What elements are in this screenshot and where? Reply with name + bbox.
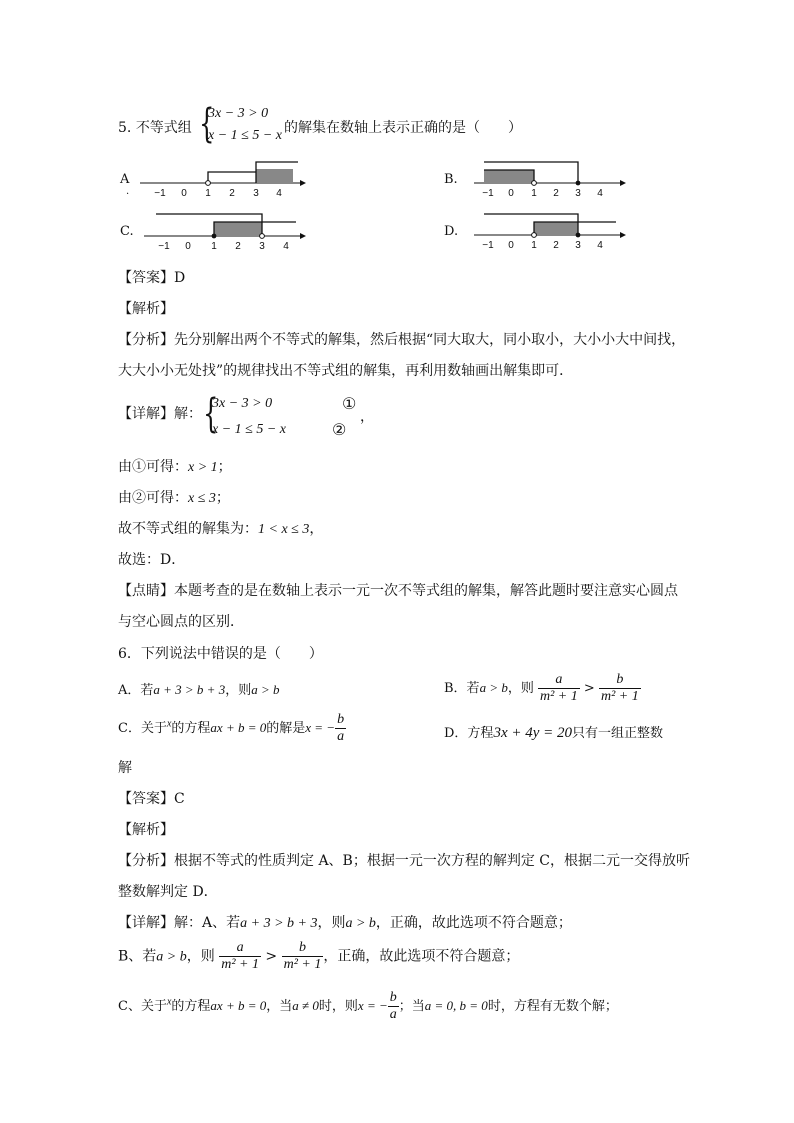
q5-number: 5. <box>118 120 132 136</box>
q6-answer: 【答案】C <box>118 791 185 807</box>
opt-text: 的解是 <box>266 721 306 736</box>
step-math: 1 < x ≤ 3 <box>258 522 310 537</box>
tick-label: 1 <box>531 188 537 199</box>
q5-stem-post: 的解集在数轴上表示正确的是（ ） <box>284 120 522 136</box>
q5-brace: { <box>199 101 215 147</box>
detail-text: C、关于 <box>118 999 167 1014</box>
step-end: ； <box>215 490 230 506</box>
step-text: 由②可得： <box>118 490 188 506</box>
opt-text: ，则 <box>507 681 534 696</box>
fraction-a: $\frac{a}{\text{m² + 1}}$ <box>221 940 259 972</box>
q6-stem: 6．下列说法中错误的是（ ） <box>118 646 323 662</box>
tick-label: 4 <box>597 240 603 251</box>
q5-a-ticks <box>154 188 282 199</box>
tick-label: 1 <box>531 240 537 251</box>
step-text: 由①可得： <box>118 459 188 475</box>
tick-label: 3 <box>259 241 265 252</box>
tick-label: 2 <box>235 241 241 252</box>
detail-text: ，正确，故此选项不符合题意； <box>375 915 572 931</box>
detail-text: 的方程 <box>171 999 211 1014</box>
q6-analysis-title: 【解析】 <box>118 822 174 838</box>
tick-label: 4 <box>283 241 289 252</box>
step-end: ， <box>309 521 324 537</box>
detail-math: x <box>166 996 172 1008</box>
opt-text: C．关于 <box>118 721 167 736</box>
detail-text: 时，则 <box>318 999 358 1014</box>
opt-math: a > b <box>479 680 508 695</box>
detail-text: ，当 <box>266 999 293 1014</box>
q5-analysis-line2: 大大小小无处找”的规律找出不等式组的解集，再利用数轴画出解集即可． <box>118 363 574 379</box>
marker-2: ② <box>332 420 347 439</box>
tick-label: 0 <box>185 241 191 252</box>
marker-1: ① <box>342 394 357 413</box>
q5-step1 <box>118 457 232 478</box>
tick-label: 3 <box>253 188 259 199</box>
q5-sys-eq1: 3x − 3 > 0 <box>208 106 269 121</box>
q5-b-ticks <box>482 188 603 199</box>
tick-label: 2 <box>229 188 235 199</box>
q5-stem-pre: 不等式组 <box>135 120 192 136</box>
q5-comment-line2: 与空心圆点的区别． <box>118 614 244 630</box>
detail-math: a > b <box>345 916 376 931</box>
q6-option-c <box>118 712 346 745</box>
opt-math: a > b <box>251 682 280 697</box>
q5-option-c-label: C. <box>120 224 134 239</box>
tick-label: 3 <box>575 240 581 251</box>
detail-math: ax + b = 0 <box>210 998 267 1013</box>
opt-text: ，则 <box>225 683 252 698</box>
tick-label: 3 <box>575 188 581 199</box>
opt-text: D．方程 <box>444 726 494 741</box>
tick-label: −1 <box>158 241 170 252</box>
opt-math: a + 3 > b + 3 <box>153 682 226 697</box>
q5-option-b-label: B. <box>444 172 458 187</box>
q5-step2 <box>118 488 230 509</box>
fraction-b: $\frac{b}{\text{m² + 1}}$ <box>600 672 639 704</box>
tick-label: −1 <box>482 240 494 251</box>
fraction-b: $\frac{b}{\text{m² + 1}}$ <box>283 940 322 972</box>
q5-answer: 【答案】D <box>118 270 186 286</box>
opt-text: B．若 <box>444 681 480 696</box>
q5-number-line-b <box>470 156 630 202</box>
q5-detail-comma: ， <box>360 409 374 425</box>
fraction-a: $\frac{a}{\text{m² + 1}}$ <box>540 672 578 704</box>
q5-detail-label: 【详解】解： <box>118 406 202 422</box>
q5-step3 <box>118 519 323 540</box>
tick-label: 1 <box>205 188 211 199</box>
q5-c-ticks <box>158 241 289 252</box>
q6-option-a <box>118 680 280 701</box>
q6-detail-b <box>118 940 519 973</box>
tick-label: 4 <box>276 188 282 199</box>
detail-math: a > b <box>156 949 187 965</box>
q5-stem-line <box>118 118 192 138</box>
q5-detail-eq2: x − 1 ≤ 5 − x <box>212 422 287 437</box>
q5-option-a-dot: . <box>126 186 130 197</box>
opt-math: x = − <box>305 720 336 735</box>
tick-label: 1 <box>211 241 217 252</box>
tick-label: 0 <box>508 240 514 251</box>
tick-label: 2 <box>553 188 559 199</box>
detail-math: a ≠ 0 <box>292 998 319 1013</box>
step-end: ； <box>217 459 232 475</box>
q6-option-b <box>444 672 641 705</box>
gt-sign: > <box>265 948 278 965</box>
detail-text: ，则 <box>317 915 346 931</box>
q5-number-line-d <box>470 208 630 254</box>
q5-option-d-label: D. <box>444 224 459 239</box>
gt-sign: > <box>583 681 595 696</box>
q6-detail-a <box>118 913 572 934</box>
q5-option-a-label: A <box>120 172 130 187</box>
detail-text: B、若 <box>118 948 157 965</box>
q6-option-d <box>444 722 663 742</box>
tick-label: 0 <box>181 188 187 199</box>
q5-choose: 故选：D． <box>118 552 186 568</box>
opt-math: 3x + 4y = 20 <box>493 725 572 741</box>
q5-d-ticks <box>482 240 603 251</box>
q5-analysis-line1: 【分析】先分别解出两个不等式的解集，然后根据“同大取大，同小取小，大小小大中间找， <box>118 332 686 348</box>
fraction-b-over-a: $\frac{b}{a}$ <box>389 990 397 1022</box>
q6-option-d-cont: 解 <box>118 760 132 776</box>
tick-label: 4 <box>597 188 603 199</box>
step-text: 故不等式组的解集为： <box>118 521 258 537</box>
tick-label: −1 <box>482 188 494 199</box>
step-math: x > 1 <box>188 460 218 475</box>
q5-detail-brace: { <box>203 391 219 437</box>
detail-math: a + 3 > b + 3 <box>240 916 318 931</box>
fraction-b-over-a: $\frac{b}{a}$ <box>337 712 345 744</box>
q5-comment-line1: 【点睛】本题考查的是在数轴上表示一元一次不等式组的解集，解答此题时要注意实心圆点 <box>118 583 678 599</box>
opt-math: x <box>166 718 172 730</box>
q5-detail-eq1: 3x − 3 > 0 <box>212 396 273 411</box>
detail-math: x = − <box>357 998 388 1013</box>
opt-text: 只有一组正整数 <box>572 726 664 741</box>
tick-label: 0 <box>508 188 514 199</box>
opt-math: ax + b = 0 <box>210 720 267 735</box>
detail-text: 【详解】解：A、若 <box>118 915 241 931</box>
q6-analysis-line2: 整数解判定 D． <box>118 884 218 900</box>
detail-text: ，则 <box>186 948 215 965</box>
q5-sys-eq2: x − 1 ≤ 5 − x <box>208 128 283 143</box>
q5-number-line-a <box>136 156 306 202</box>
q5-number-line-c <box>140 208 310 254</box>
q6-detail-c <box>118 990 618 1023</box>
q6-analysis-line1: 【分析】根据不等式的性质判定 A、B；根据一元一次方程的解判定 C，根据二元一交得放听 <box>118 853 691 869</box>
opt-text: A．若 <box>118 683 154 698</box>
detail-text: 时，方程有无数个解； <box>487 999 618 1014</box>
step-math: x ≤ 3 <box>188 491 216 506</box>
q5-analysis-title: 【解析】 <box>118 301 174 317</box>
detail-math: a = 0, b = 0 <box>424 998 488 1013</box>
tick-label: 2 <box>553 240 559 251</box>
detail-text: ；当 <box>398 999 425 1014</box>
tick-label: −1 <box>154 188 166 199</box>
opt-text: 的方程 <box>171 721 211 736</box>
detail-text: ，正确，故此选项不符合题意； <box>323 948 520 965</box>
